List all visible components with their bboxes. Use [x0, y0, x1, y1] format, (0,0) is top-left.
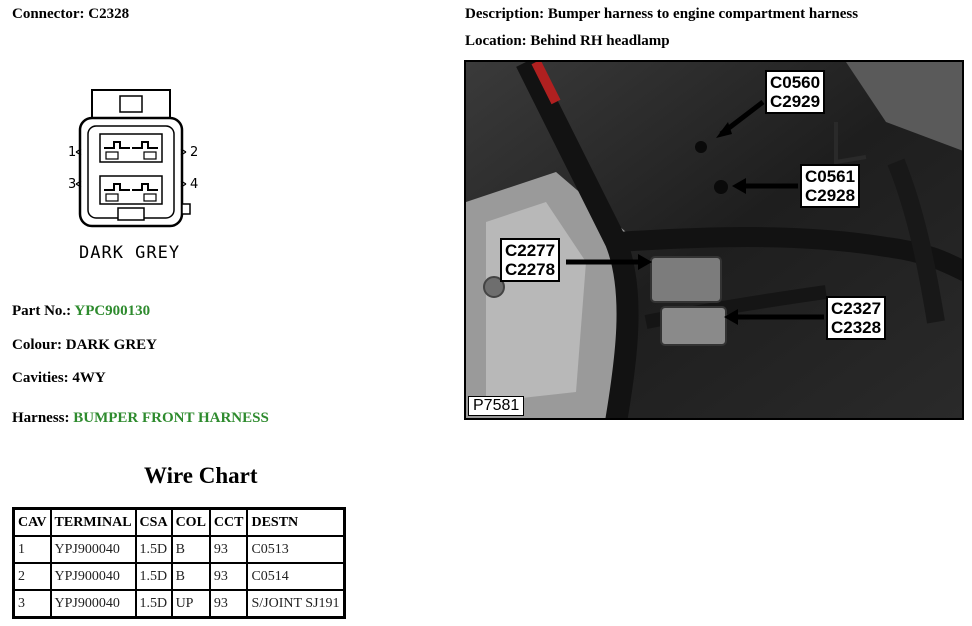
cavities-label: Cavities:	[12, 370, 69, 386]
table-row	[14, 590, 345, 618]
callout-line: C0561	[805, 167, 856, 186]
callout-c2277-c2278	[500, 238, 560, 282]
table-row	[14, 563, 345, 590]
harness-line	[12, 410, 269, 427]
wire-chart-table	[12, 507, 346, 619]
cell-cav: 3	[14, 590, 51, 618]
cavities-value: 4WY	[72, 370, 106, 386]
connector-face-diagram	[60, 86, 210, 236]
table-row	[14, 536, 345, 563]
polarising-key	[118, 208, 144, 220]
header-col: COL	[172, 509, 210, 537]
cell-col: UP	[172, 590, 210, 618]
location-value: Behind RH headlamp	[530, 33, 670, 49]
cell-csa: 1.5D	[136, 563, 172, 590]
diagram-colour-caption: DARK GREY	[79, 243, 181, 263]
cell-cct: 93	[210, 563, 248, 590]
pin-label-4: 4	[190, 177, 199, 192]
pin-slot	[144, 152, 156, 159]
photo-reference-id: P7581	[468, 396, 524, 416]
table-header-row	[14, 509, 345, 537]
header-terminal: TERMINAL	[51, 509, 136, 537]
pin-slot	[144, 194, 156, 201]
connector-label: Connector:	[12, 6, 85, 22]
colour-value: DARK GREY	[65, 337, 158, 353]
callout-line: C2327	[831, 299, 882, 318]
pin-label-2: 2	[190, 145, 199, 160]
cell-terminal: YPJ900040	[51, 536, 136, 563]
callout-line: C2277	[505, 241, 556, 260]
cell-cct: 93	[210, 536, 248, 563]
cell-col: B	[172, 563, 210, 590]
callout-line: C2929	[770, 92, 821, 111]
cell-terminal: YPJ900040	[51, 563, 136, 590]
callout-c0560-c2929	[765, 70, 825, 114]
location-line	[465, 33, 670, 50]
harness-link[interactable]: BUMPER FRONT HARNESS	[73, 410, 269, 426]
description-value: Bumper harness to engine compartment harness	[547, 6, 859, 22]
pin-label-1: 1	[68, 145, 77, 160]
pin-slot	[106, 152, 118, 159]
callout-c0561-c2928	[800, 164, 860, 208]
location-label: Location:	[465, 33, 527, 49]
header-cav: CAV	[14, 509, 51, 537]
cell-destn: C0513	[247, 536, 344, 563]
side-tab	[182, 204, 190, 214]
location-photo	[464, 60, 964, 420]
callout-line: C2328	[831, 318, 882, 337]
part-label: Part No.:	[12, 303, 72, 319]
wire-chart-title: Wire Chart	[144, 463, 258, 488]
callout-line: C0560	[770, 73, 821, 92]
colour-line	[12, 337, 157, 354]
callout-line: C2928	[805, 186, 856, 205]
cell-destn: S/JOINT SJ191	[247, 590, 344, 618]
cell-terminal: YPJ900040	[51, 590, 136, 618]
cell-cct: 93	[210, 590, 248, 618]
description-line	[465, 6, 858, 23]
cell-csa: 1.5D	[136, 590, 172, 618]
cell-csa: 1.5D	[136, 536, 172, 563]
cell-col: B	[172, 536, 210, 563]
harness-label: Harness:	[12, 410, 70, 426]
cell-cav: 2	[14, 563, 51, 590]
pin-label-3: 3	[68, 177, 77, 192]
pin-slot	[106, 194, 118, 201]
connector-value: C2328	[88, 6, 130, 22]
colour-label: Colour:	[12, 337, 62, 353]
part-number-link[interactable]: YPC900130	[74, 303, 151, 319]
callout-c2327-c2328	[826, 296, 886, 340]
cell-cav: 1	[14, 536, 51, 563]
connector-line	[12, 6, 129, 23]
description-label: Description:	[465, 6, 545, 22]
latch-window	[120, 96, 142, 112]
cavities-line	[12, 370, 106, 387]
part-line	[12, 303, 150, 320]
header-cct: CCT	[210, 509, 248, 537]
header-destn: DESTN	[247, 509, 344, 537]
cell-destn: C0514	[247, 563, 344, 590]
callout-line: C2278	[505, 260, 556, 279]
header-csa: CSA	[136, 509, 172, 537]
